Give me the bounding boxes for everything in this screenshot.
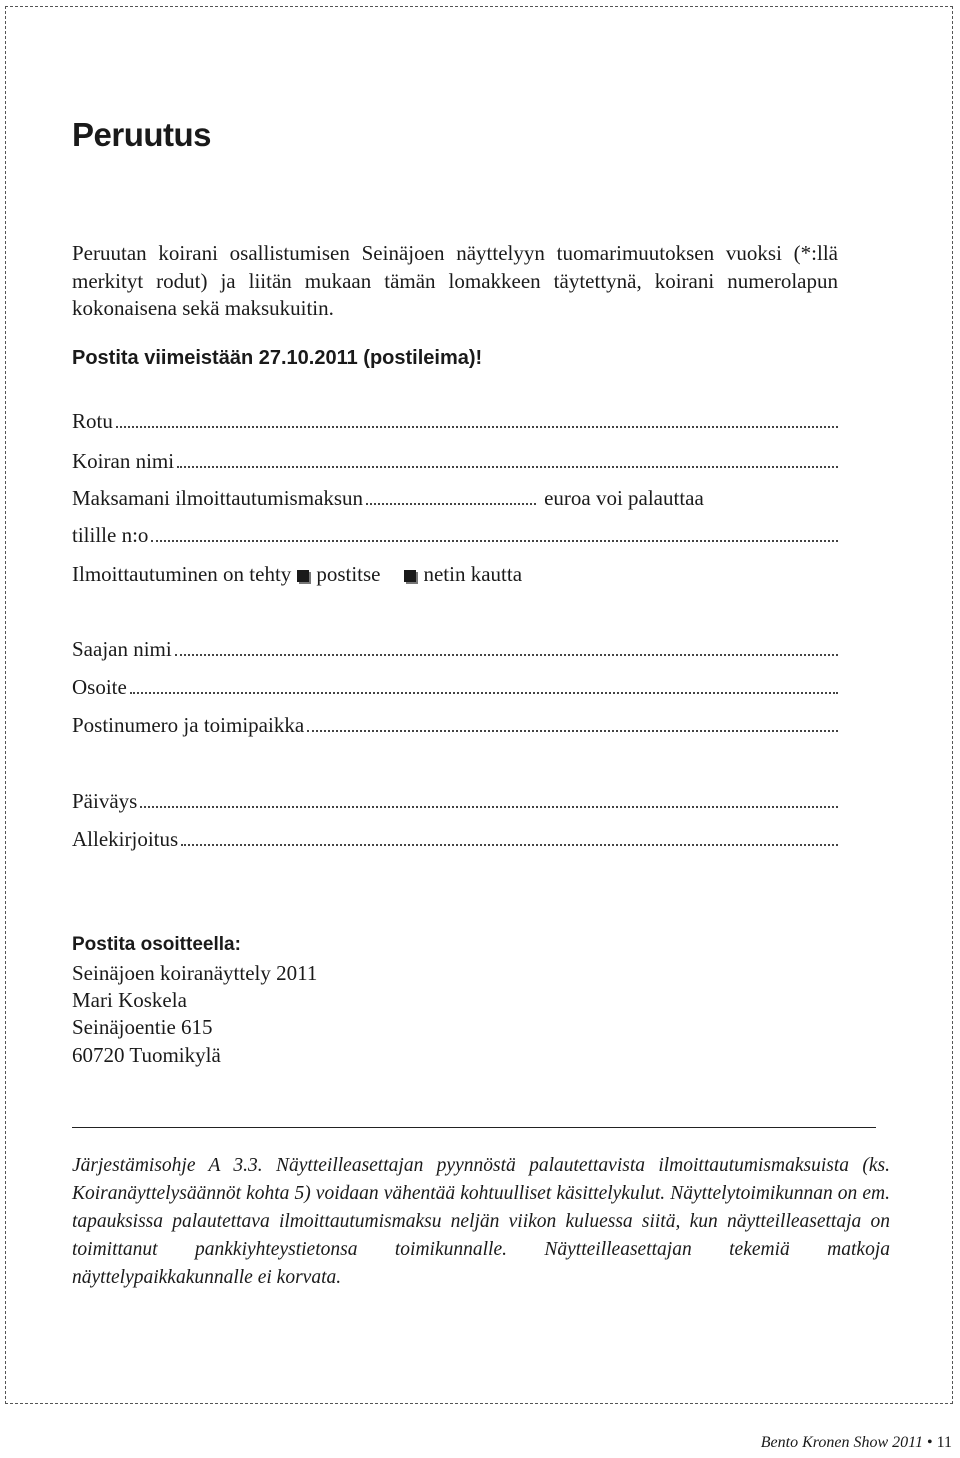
registration-method [72,561,522,587]
field-label: tilille n:o [72,523,149,547]
field-label: Rotu [72,409,113,433]
field-rotu[interactable] [72,408,838,434]
dotted-line [366,503,536,505]
field-koiran-nimi[interactable] [72,448,838,474]
dotted-line [177,466,838,468]
field-label: Saajan nimi [72,637,172,661]
checkbox-netin-kautta[interactable] [404,570,416,582]
intro-paragraph: Peruutan koirani osallistumisen Seinäjoen näyttelyyn tuomarimuutoksen vuoksi (*:llä merkityt rodut) ja liitän mukaan tämän lomakkeen täytettynä, koirani numerolapun kokonaisena sekä maksukuitin. [72,241,838,320]
address-line: 60720 Tuomikylä [72,1043,221,1067]
page-number: 11 [936,1434,952,1451]
option-netin-kautta: netin kautta [423,562,523,586]
address-line: Seinäjoen koiranäyttely 2011 [72,961,318,985]
field-osoite[interactable] [72,674,838,700]
address-line: Seinäjoentie 615 [72,1015,213,1039]
field-label: Päiväys [72,789,138,813]
option-postitse: postitse [316,562,381,586]
field-label: Maksamani ilmoittautumismaksun [72,486,364,510]
dotted-line [181,844,838,846]
checkbox-postitse[interactable] [297,570,309,582]
deadline-notice: Postita viimeistään 27.10.2011 (postileima)! [72,347,483,369]
field-tilille[interactable] [72,522,838,548]
dotted-line [307,730,838,732]
divider [72,1127,876,1128]
dotted-line [151,540,838,542]
field-maksamani[interactable] [72,485,838,511]
field-paivays[interactable] [72,788,838,814]
dotted-line [140,806,838,808]
dotted-line [116,426,838,428]
bullet-separator: • [926,1434,933,1451]
field-allekirjoitus[interactable] [72,826,838,852]
publication-name: Bento Kronen Show 2011 [760,1434,923,1451]
address-line: Mari Koskela [72,988,187,1012]
page-title: Peruutus [72,116,212,153]
field-saajan-nimi[interactable] [72,636,838,662]
dotted-line [130,692,838,694]
field-label: Osoite [72,675,127,699]
field-suffix: euroa voi palauttaa [544,486,704,510]
regulation-note: Järjestämisohje A 3.3. Näytteilleasettajan pyynnöstä palautettavista ilmoittautumismaksuista (ks. Koiranäyttelysäännöt kohta 5) voidaan vähentää kohtuulliset käsittelykulut. Näyttelytoimikunnan on em. tapauksissa palautettava ilmoittautumismaksu neljän viikon kuluessa siitä, kun näytteilleasettaja on toimittanut pankkiyhteystietonsa toimikunnalle. Näytteilleasettajan tekemiä matkoja näyttelypaikkakunnalle ei korvata. [72,1155,890,1288]
field-label: Koiran nimi [72,449,175,473]
address-heading: Postita osoitteella: [72,934,241,955]
page-footer [761,1434,952,1452]
dotted-line [175,654,838,656]
field-label: Allekirjoitus [72,827,179,851]
field-label: Postinumero ja toimipaikka [72,713,305,737]
field-postinumero[interactable] [72,712,838,738]
registration-label: Ilmoittautuminen on tehty [72,562,292,586]
